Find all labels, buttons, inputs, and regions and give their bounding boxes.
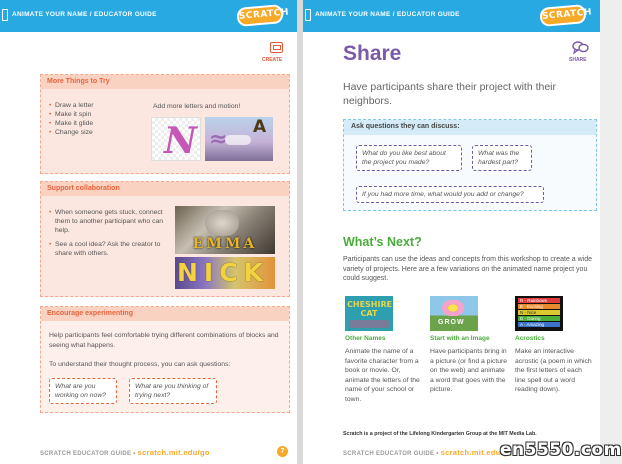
intro-text: Have participants share their project with their neighbors. [343, 81, 557, 107]
variation-other-names [345, 296, 425, 404]
question-bubble: What was the hardest part? [472, 145, 532, 171]
list-item: • See a cool idea? Ask the creator to share with others. [49, 240, 169, 258]
grow-flower-thumbnail: GROW [430, 296, 478, 331]
more-things-box [40, 74, 290, 174]
scratch-logo: SCRATCH [539, 4, 586, 27]
bookmark-icon [2, 9, 8, 21]
encourage-experimenting-box [40, 306, 290, 413]
whats-next-text: Participants can use the ideas and concepts from this workshop to create a wide variety of projects. Here are a few variations on the animated name project you could suggest. [343, 256, 593, 282]
question-bubble: What are you working on now? [49, 378, 117, 404]
footer-url[interactable]: scratch.mit.edu/go [137, 448, 210, 457]
bookmark-icon [305, 9, 311, 21]
encourage-paragraph: Help participants feel comfortable trying different combinations of blocks and seeing what happens. [49, 332, 279, 349]
acrostic-thumbnail: R - Rainbows E - Exciting N - Nice D - Daring A - Amazing [515, 296, 563, 331]
sky-letters-image: ≈ A [205, 117, 273, 161]
credits-text: Scratch is a project of the Lifelong Kindergarten Group at the MIT Media Lab. [343, 431, 537, 437]
footer: SCRATCH EDUCATOR GUIDE • scratch.mit.edu/go [343, 448, 513, 457]
page-title: Share [343, 42, 402, 65]
variation-title: Start with an Image [430, 335, 490, 342]
variation-title: Other Names [345, 335, 386, 342]
left-page [0, 0, 297, 464]
header-bar [303, 0, 600, 32]
variation-description: Make an interactive acrostic (a poem in which the first letters of each line spell out a word reading down). [515, 348, 592, 393]
header-title: ANIMATE YOUR NAME / EDUCATOR GUIDE [12, 11, 157, 18]
support-list [49, 208, 169, 263]
variation-description: Animate the name of a favorite character from a book or movie. Or, animate the letters of the name of your school or town. [345, 348, 420, 403]
list-item: • Draw a letter [49, 101, 149, 110]
ask-questions-box [343, 119, 597, 211]
encourage-paragraph: To understand their thought process, you can ask questions: [49, 361, 231, 368]
more-things-note: Add more letters and motion! [153, 103, 241, 110]
emma-cat-image: EMMA [175, 206, 275, 254]
cheshire-cat-thumbnail: CHESHIRE CAT [345, 296, 393, 331]
letter-n-image: N [151, 117, 201, 161]
scratch-logo: SCRATCH [236, 4, 283, 27]
more-things-list [49, 101, 149, 137]
list-item: • Make it glide [49, 119, 149, 128]
variation-start-with-image [430, 296, 510, 395]
header-bar [0, 0, 297, 32]
footer-url[interactable]: scratch.mit.edu/go [440, 448, 513, 457]
support-collaboration-box [40, 181, 290, 297]
footer: SCRATCH EDUCATOR GUIDE • scratch.mit.edu/go [40, 448, 210, 457]
list-item: • Change size [49, 128, 149, 137]
question-bubble: What do you like best about the project you made? [356, 145, 462, 171]
list-item: • When someone gets stuck, connect them to another participant who can help. [49, 208, 169, 235]
nick-image: NICK [175, 257, 275, 289]
encourage-title: Encourage experimenting [41, 307, 289, 321]
page-number: 7 [277, 446, 288, 457]
variation-description: Have participants bring in a picture (or find a picture on the web) and animate a word that goes with the picture. [430, 348, 508, 393]
create-icon [270, 42, 283, 53]
speech-bubbles-icon [572, 41, 589, 54]
create-label: CREATE [262, 57, 283, 63]
footer-label: SCRATCH EDUCATOR GUIDE [40, 451, 132, 457]
whats-next-title: What’s Next? [343, 235, 422, 249]
support-title: Support collaboration [41, 182, 289, 196]
footer-label: SCRATCH EDUCATOR GUIDE [343, 451, 435, 457]
share-label: SHARE [569, 57, 587, 63]
ask-title: Ask questions they can discuss: [344, 120, 596, 135]
more-things-title: More Things to Try [41, 75, 289, 89]
watermark: en5550.com [500, 440, 622, 460]
variation-title: Acrostics [515, 335, 545, 342]
question-bubble: If you had more time, what would you add or change? [356, 186, 544, 203]
question-bubble: What are you thinking of trying next? [129, 378, 217, 404]
list-item: • Make it spin [49, 110, 149, 119]
variation-acrostics [515, 296, 595, 395]
right-page [303, 0, 600, 464]
header-title: ANIMATE YOUR NAME / EDUCATOR GUIDE [315, 11, 460, 18]
